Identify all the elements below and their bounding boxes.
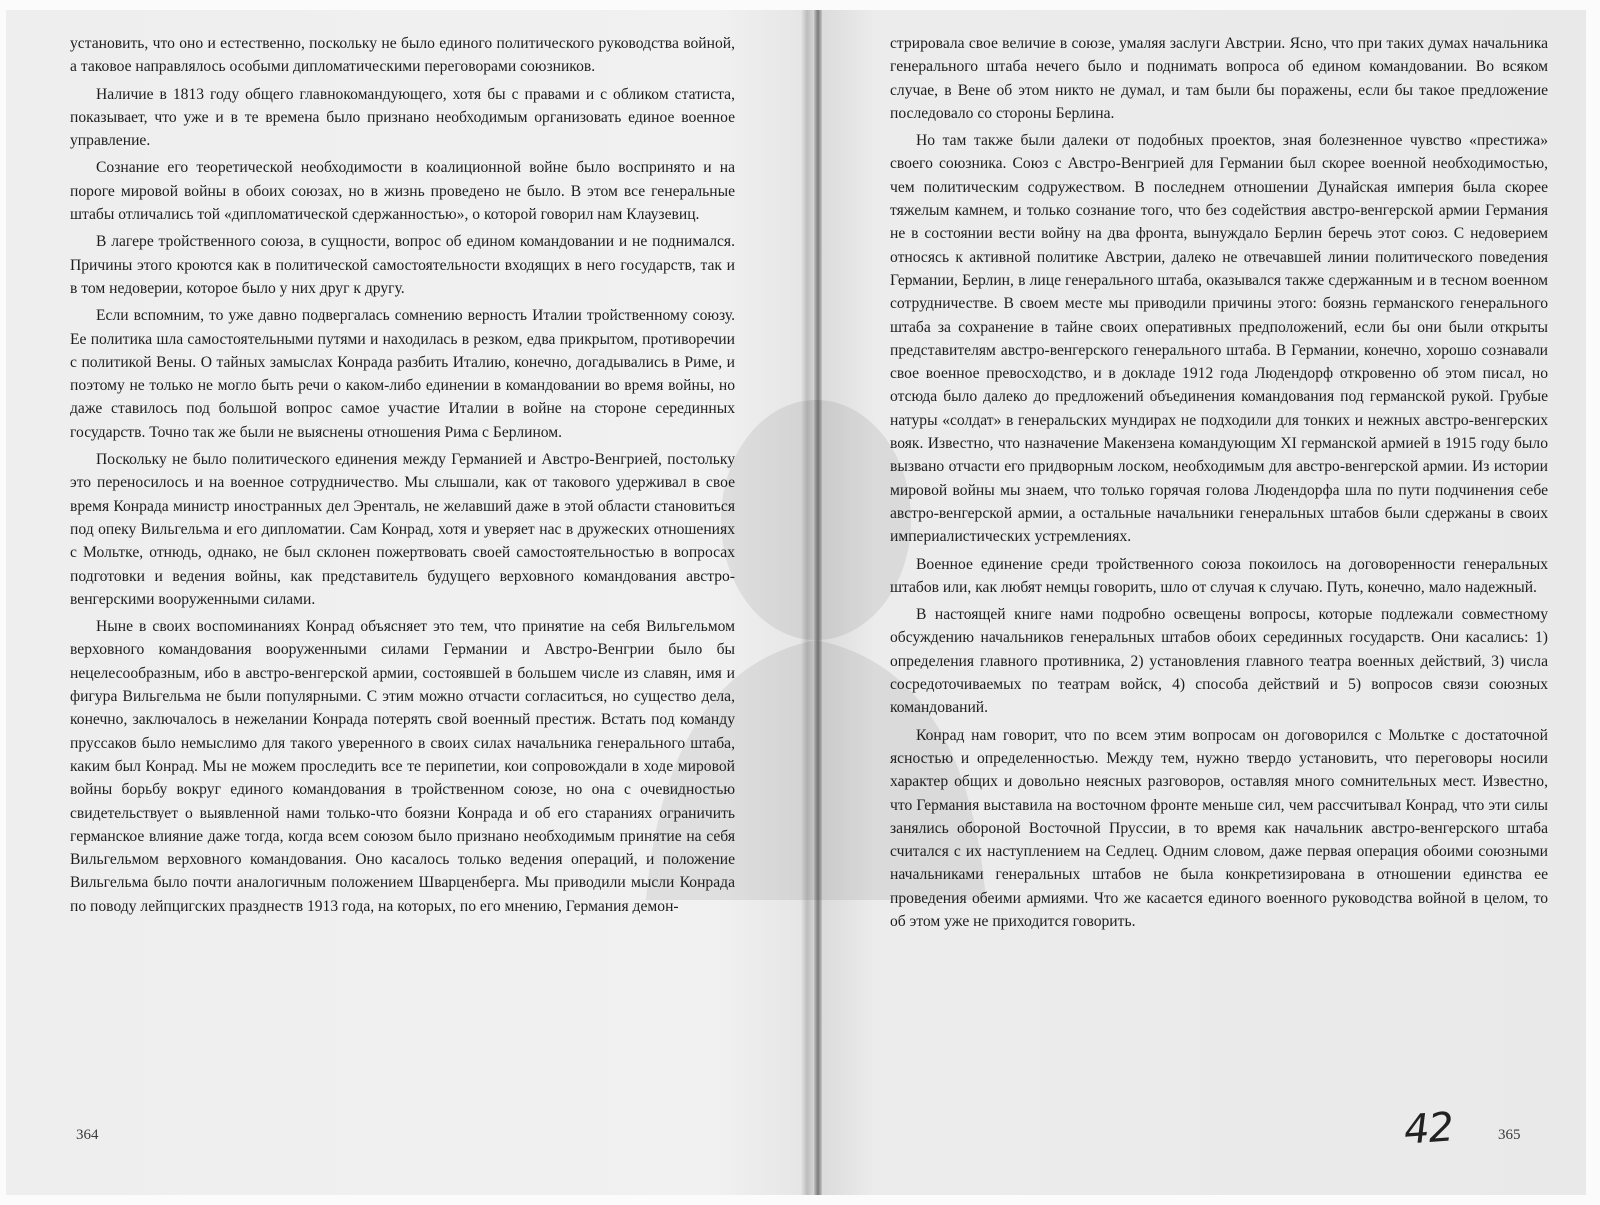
book-gutter <box>814 10 822 1195</box>
paragraph: В лагере тройственного союза, в сущности, вопрос об едином командовании и не поднимался. Причины этого кроются как в политической самостоятельности входящих в него государств, так и в том недоверии, которое было у них друг к другу. <box>70 233 735 297</box>
right-page <box>890 32 1548 937</box>
paragraph: Если вспомним, то уже давно подвергалась сомнению верность Италии тройственному союзу. Ее политика шла самостоятельными путями и находилась в резком, едва прикрытом, противоречии с политикой Вены. О тайных замыслах Конрада разбить Италию, конечно, догадывались в Риме, и поэтому не только не могло быть речи о каком-либо единении в командовании во время войны, но даже ставилось под большой вопрос самое участие Италии в войне на стороне серединных государств. Точно так же были не выяснены отношения Рима с Берлином. <box>70 307 735 441</box>
page-number-left: 364 <box>76 1127 99 1143</box>
left-page <box>70 32 735 922</box>
paragraph: Но там также были далеки от подобных проектов, зная болезненное чувство «престижа» своего союзника. Союз с Австро-Венгрией для Германии был скорее военной необходимостью, чем политическим содружеством. В последнем отношении Дунайская империя была скорее тяжелым камнем, и только сознание того, что без содействия австро-венгерской армии Германия не в состоянии вести войну на два фронта, вынуждало Берлин беречь этот союз. С недоверием относясь к активной политике Австрии, далеко не отвечавшей линии политического поведения Германии, Берлин, в лице генерального штаба, оказывался также сдержанным и в тесном военном сотрудничестве. В своем месте мы приводили причины этого: боязнь германского генерального штаба за сохранение в тайне своих оперативных предположений, если бы они были открыты представителям австро-венгерского генерального штаба. В Германии, конечно, хорошо сознавали свое военное превосходство, и в докладе 1912 года Людендорф откровенно об этом писал, но отсюда было далеко до предложений объединения командования под германской рукой. Грубые натуры «солдат» в генеральских мундирах не подходили для тонких и нежных австро-венгерских вояк. Известно, что назначение Макензена командующим XI германской армией в 1915 году было вызвано отчасти его придворным лоском, необходимым для австро-венгерской армии. Из истории мировой войны мы знаем, что только горячая голова Людендорфа шла по пути подчинения себе австро-венгерской армии, а остальные начальники генеральных штабов были сдержаны в своих империалистических устремлениях. <box>890 132 1548 546</box>
book-spread <box>6 10 1586 1195</box>
paragraph: Поскольку не было политического единения между Германией и Австро-Венгрией, постольку это переносилось и на военное сотрудничество. Мы слышали, как от такового удерживал в свое время Конрада министр иностранных дел Эренталь, не желавший даже в этой области становиться под опеку Вильгельма и его дипломатии. Сам Конрад, хотя и уверяет нас в дружеских отношениях с Мольтке, отнюдь, однако, не был склонен пожертвовать своей самостоятельностью в вопросах подготовки и ведения войны, как представитель будущего верховного командования австро-венгерскими вооруженными силами. <box>70 451 735 608</box>
paragraph: Ныне в своих воспоминаниях Конрад объясняет это тем, что принятие на себя Вильгельмом верховного командования вооруженными силами Германии и Австро-Венгрии было бы нецелесообразным, ибо в австро-венгерской армии, состоявшей в большем числе из славян, имя и фигура Вильгельма не были популярными. С этим можно отчасти согласиться, но существо дела, конечно, заключалось в нежелании Конрада потерять свой военный престиж. Встать под команду пруссаков было немыслимо для такого уверенного в своих силах начальника генерального штаба, каким был Конрад. Мы не можем проследить все те перипетии, кои сопровождали в ходе мировой войны борьбу вокруг единого командования в тройственном союзе, но она с очевидностью свидетельствует о выявленной нами только-что боязни Конрада и об его стараниях ограничить германское влияние даже тогда, когда всем союзом было признано необходимым принятие на себя Вильгельмом верховного командования. Оно касалось только ведения операций, и положение Вильгельма было почти аналогичным положением Шварценберга. Мы приводили мысли Конрада по поводу лейпцигских празднеств 1913 года, на которых, по его мнению, Германия демон- <box>70 618 735 915</box>
handwritten-folio-number: 42 <box>1402 1104 1455 1154</box>
paragraph: стрировала свое величие в союзе, умаляя заслуги Австрии. Ясно, что при таких думах начальника генерального штаба нечего было и поднимать вопроса об едином командовании. Во всяком случае, в Вене об этом никто не думал, и там были бы поражены, если бы такое предложение последовало со стороны Берлина. <box>890 35 1548 122</box>
paragraph: Наличие в 1813 году общего главнокомандующего, хотя бы с правами и с обликом статиста, показывает, что уже и в те времена было признано необходимым организовать единое военное управление. <box>70 85 735 150</box>
paragraph: Конрад нам говорит, что по всем этим вопросам он договорился с Мольтке с достаточной ясностью и определенностью. Между тем, нужно твердо установить, что переговоры носили характер общих и довольно неясных разговоров, оставляя много сомнительных мест. Известно, что Германия выставила на восточном фронте меньше сил, чем рассчитывал Конрад, что эти силы занялись обороной Восточной Пруссии, в то время как начальник австро-венгерского штаба считался с их наступлением на Седлец. Одним словом, даже первая операция обоими союзными начальниками генеральных штабов не была конкретизирована в отношении единства ее проведения обеими армиями. Что же касается единого военного руководства войной в целом, то об этом уже не приходится говорить. <box>890 726 1548 930</box>
paragraph: В настоящей книге нами подробно освещены вопросы, которые подлежали совместному обсуждению начальников генеральных штабов обоих серединных государств. Они касались: 1) определения главного противника, 2) установления главного театра военных действий, 3) числа сосредоточиваемых по театрам войск, 4) способа действий и 5) вопросов связи союзных командований. <box>890 606 1548 717</box>
paragraph: Сознание его теоретической необходимости в коалиционной войне было воспринято и на пороге мировой войны в обоих союзах, но в жизнь проведено не было. В этом все генеральные штабы отличались той «дипломатической сдержанностью», о которой говорил нам Клаузевиц. <box>70 159 735 224</box>
paragraph: установить, что оно и естественно, поскольку не было единого политического руководства войной, а таковое направлялось особыми дипломатическими переговорами союзников. <box>70 35 735 76</box>
page-number-right: 365 <box>1498 1127 1521 1143</box>
paragraph: Военное единение среди тройственного союза покоилось на договоренности генеральных штабов или, как любят немцы говорить, шло от случая к случаю. Путь, конечно, мало надежный. <box>890 555 1548 596</box>
